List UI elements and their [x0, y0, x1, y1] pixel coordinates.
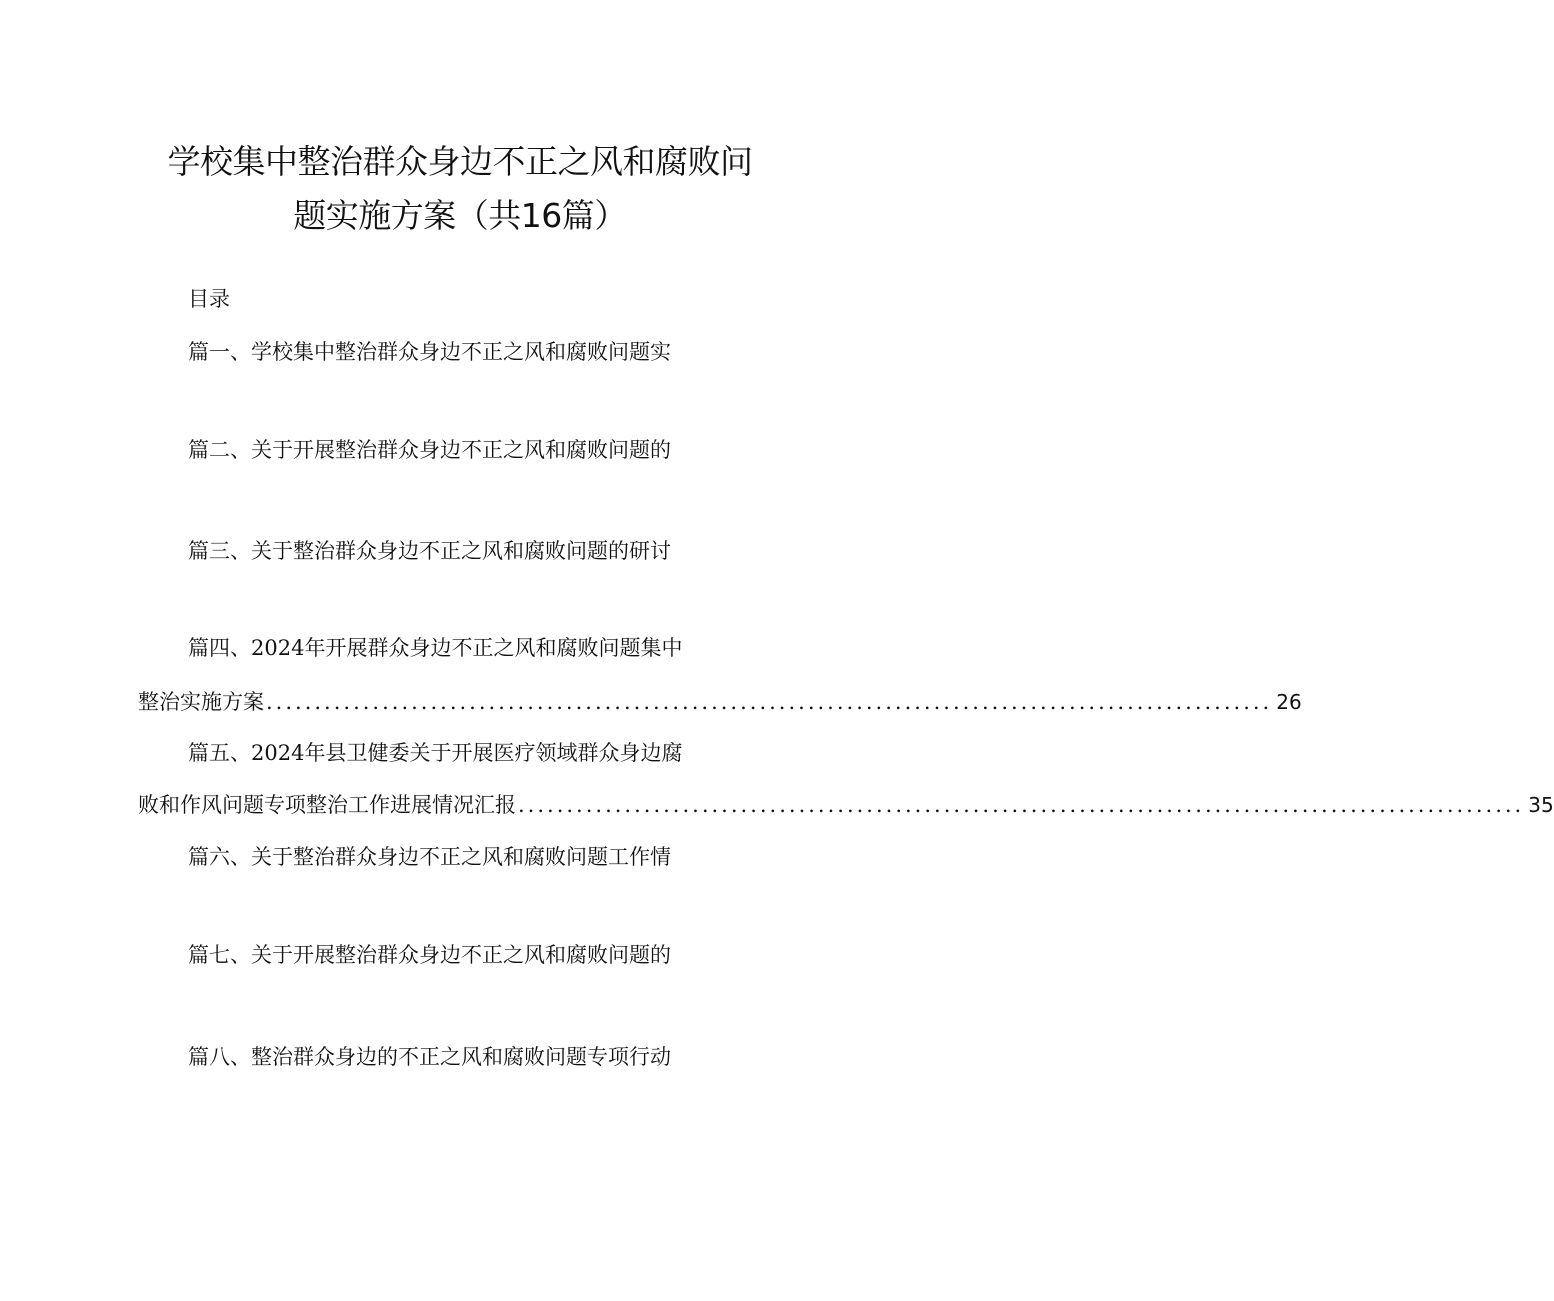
toc-entry-7[interactable]: 篇七、关于开展整治群众身边不正之风和腐败问题的 — [188, 943, 671, 967]
toc-entry-4[interactable]: 篇四、2024年开展群众身边不正之风和腐败问题集中 — [188, 636, 683, 660]
toc-entry-1[interactable]: 篇一、学校集中整治群众身边不正之风和腐败问题实 — [188, 340, 671, 364]
toc-page-number: 35 — [1528, 793, 1554, 817]
document-title-line-2: 题实施方案（共16篇） — [293, 196, 627, 235]
toc-entry-4-continuation[interactable] — [138, 688, 1302, 716]
toc-entry-5-continuation[interactable] — [138, 791, 1554, 819]
toc-heading: 目录 — [188, 287, 230, 311]
toc-entry-5[interactable]: 篇五、2024年县卫健委关于开展医疗领域群众身边腐 — [188, 741, 683, 765]
toc-leader-dots: ........................................................................................................ — [518, 793, 1525, 817]
toc-page-number: 26 — [1276, 690, 1302, 714]
document-title-line-1: 学校集中整治群众身边不正之风和腐败问 — [167, 142, 753, 181]
toc-entry-3[interactable]: 篇三、关于整治群众身边不正之风和腐败问题的研讨 — [188, 539, 671, 563]
toc-entry-2[interactable]: 篇二、关于开展整治群众身边不正之风和腐败问题的 — [188, 438, 671, 462]
toc-leader-dots: ........................................................................................................ — [266, 690, 1273, 714]
toc-entry-8[interactable]: 篇八、整治群众身边的不正之风和腐败问题专项行动 — [188, 1045, 671, 1069]
toc-entry-6[interactable]: 篇六、关于整治群众身边不正之风和腐败问题工作情 — [188, 845, 671, 869]
toc-entry-5-continuation-text: 败和作风问题专项整治工作进展情况汇报 — [138, 793, 516, 817]
toc-entry-4-continuation-text: 整治实施方案 — [138, 690, 264, 714]
